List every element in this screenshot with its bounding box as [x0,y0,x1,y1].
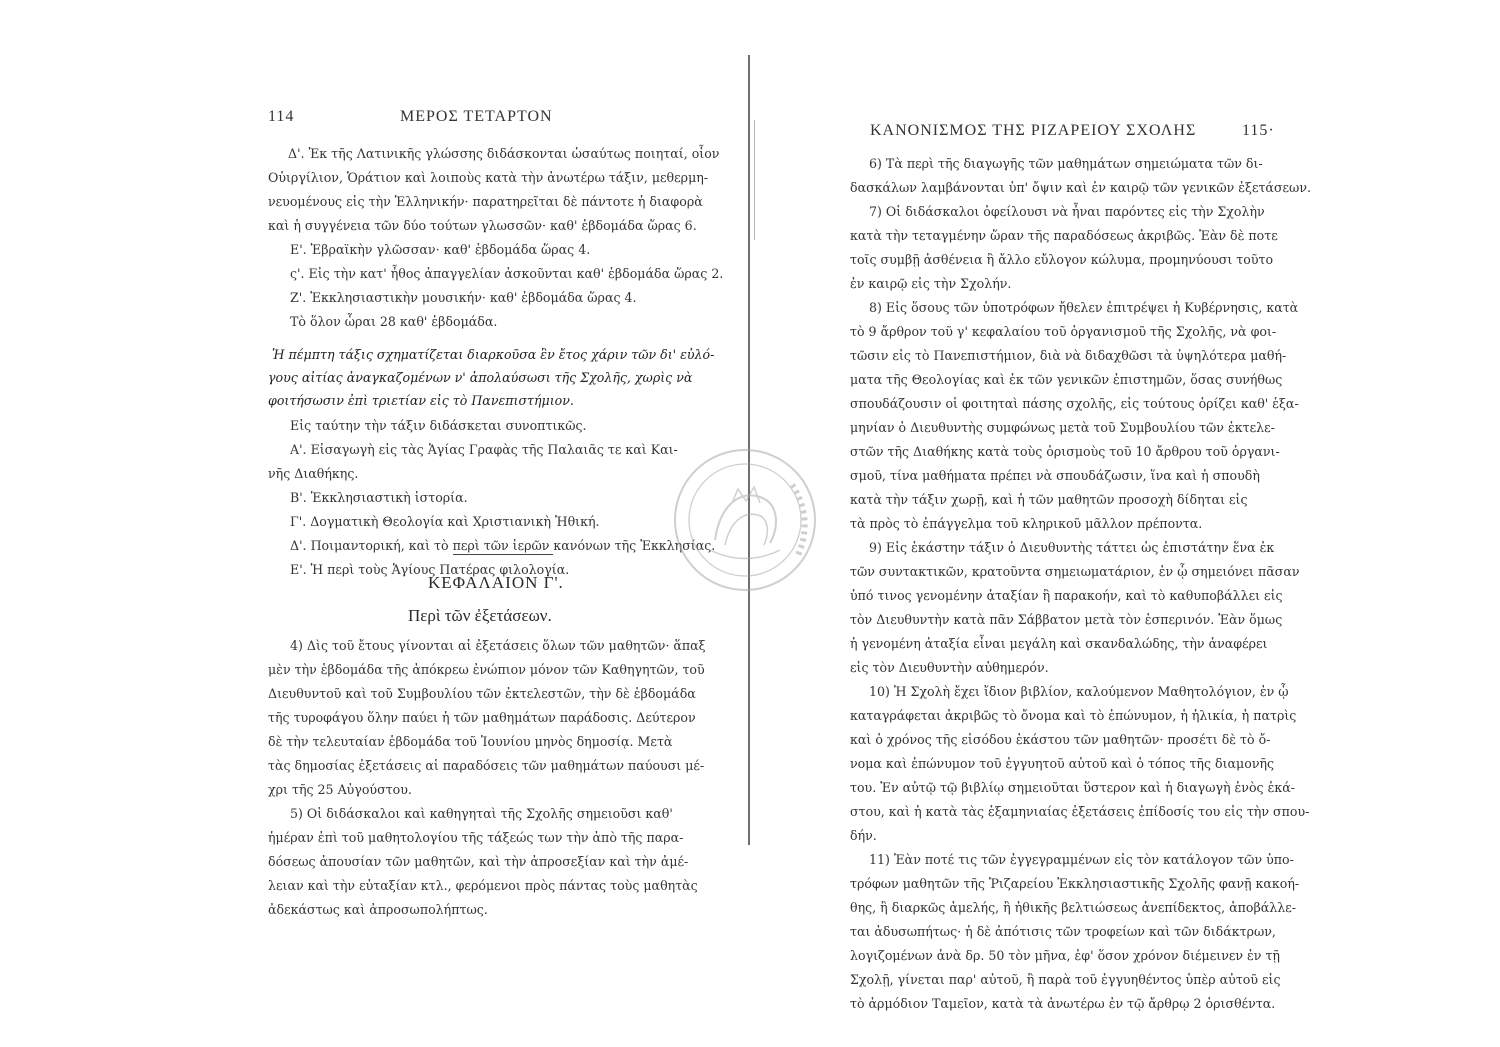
chapter-title: ΚΕΦΑΛΑΙΟΝ Γ'. [428,573,564,592]
text-line: Δ'. Ἐκ τῆς Λατινικῆς γλώσσης διδάσκονται ὡσαύτως ποιηταί, οἷον [288,146,720,161]
section-divider [453,554,553,555]
text-line: καταγράφεται ἀκριβῶς τὸ ὄνομα καὶ τὸ ἐπώνυμον, ἡ ἡλικία, ἡ πατρὶς [850,708,1297,723]
text-line: τῶσιν εἰς τὸ Πανεπιστήμιον, διὰ νὰ διδαχθῶσι τὰ ὑψηλότερα μαθή- [850,348,1287,363]
text-line: γους αἰτίας ἀναγκαζομένων ν' ἀπολαύσωσι τῆς Σχολῆς, χωρὶς νὰ [268,370,693,385]
text-line: ς'. Εἰς τὴν κατ' ἦθος ἀπαγγελίαν ἀσκοῦνται καθ' ἑβδομάδα ὥρας 2. [290,266,724,281]
text-line: τὰ πρὸς τὸ ἐπάγγελμα τοῦ κληρικοῦ μᾶλλον πρέποντα. [850,516,1203,531]
text-line: στου, καὶ ἡ κατὰ τὰς ἑξαμηνιαίας ἐξετάσεις ἐπίδοσίς του εἰς τὴν σπου- [850,804,1310,819]
running-head-right: ΚΑΝΟΝΙΣΜΟΣ ΤΗΣ ΡΙΖΑΡΕΙΟΥ ΣΧΟΛΗΣ [870,122,1197,139]
text-line: κατὰ τὴν τάξιν χωρῇ, καὶ ἡ τῶν μαθητῶν προσοχὴ δίδηται εἰς [850,492,1248,507]
text-line: 10) Ἡ Σχολὴ ἔχει ἴδιον βιβλίον, καλούμενον Μαθητολόγιον, ἐν ᾧ [869,684,1289,699]
text-line: ἐν καιρῷ εἰς τὴν Σχολήν. [850,276,1012,291]
right-page [752,0,1500,1047]
text-line: λειαν καὶ τὴν εὐταξίαν κτλ., φερόμενοι πρὸς πάντας τοὺς μαθητὰς [268,878,698,893]
text-line: Τὸ ὅλον ὧραι 28 καθ' ἑβδομάδα. [290,314,498,329]
text-line: Εἰς ταύτην τὴν τάξιν διδάσκεται συνοπτικῶς. [290,418,587,433]
left-page [0,0,745,1047]
text-line: 7) Οἱ διδάσκαλοι ὀφείλουσι νὰ ἦναι παρόντες εἰς τὴν Σχολὴν [869,204,1265,219]
page-number-right: 115· [1242,122,1275,139]
text-line: νῆς Διαθήκης. [268,466,359,481]
text-line: τὸ ἁρμόδιον Ταμεῖον, κατὰ τὰ ἀνωτέρω ἐν τῷ ἄρθρῳ 2 ὁρισθέντα. [850,996,1276,1011]
text-line: δὲ τὴν τελευταίαν ἑβδομάδα τοῦ Ἰουνίου μηνὸς δημοσίᾳ. Μετὰ [268,734,673,749]
text-line: σμοῦ, τίνα μαθήματα πρέπει νὰ σπουδάζωσιν, ἵνα καὶ ἡ σπουδὴ [850,468,1260,483]
text-line: 9) Εἰς ἑκάστην τάξιν ὁ Διευθυντὴς τάττει ὡς ἐπιστάτην ἕνα ἐκ [869,540,1275,555]
text-line: 6) Τὰ περὶ τῆς διαγωγῆς τῶν μαθημάτων σημειώματα τῶν δι- [869,156,1263,171]
text-line: ἡμέραν ἐπὶ τοῦ μαθητολογίου τῆς τάξεώς των τὴν ἀπὸ τῆς παρα- [268,830,684,845]
text-line: ὑπό τινος γενομένην ἀταξίαν ἢ παρακοήν, καὶ τὸ καθυποβάλλει εἰς [850,588,1283,603]
list-item: Α'. Εἰσαγωγὴ εἰς τὰς Ἁγίας Γραφὰς τῆς Παλαιᾶς τε καὶ Και- [290,442,678,457]
text-line: Σχολῇ, γίνεται παρ' αὐτοῦ, ἢ παρὰ τοῦ ἐγγυηθέντος ὑπὲρ αὐτοῦ εἰς [850,972,1281,987]
text-line: ἀδεκάστως καὶ ἀπροσωπολήπτως. [268,902,488,917]
text-line: τῆς τυροφάγου ὅλην παύει ἡ τῶν μαθημάτων παράδοσις. Δεύτερον [268,710,696,725]
text-line: του. Ἐν αὐτῷ τῷ βιβλίῳ σημειοῦται ὕστερον καὶ ἡ διαγωγὴ ἑνὸς ἑκά- [850,780,1295,795]
text-line: ματα τῆς Θεολογίας καὶ ἐκ τῶν γενικῶν ἐπιστημῶν, ὅσας συνήθως [850,372,1283,387]
text-line: μηνίαν ὁ Διευθυντὴς συμφώνως μετὰ τοῦ Συμβουλίου τῶν ἐκτελε- [850,420,1275,435]
list-item: Β'. Ἐκκλησιαστικὴ ἱστορία. [290,490,468,505]
text-line: 8) Εἰς ὅσους τῶν ὑποτρόφων ἤθελεν ἐπιτρέψει ἡ Κυβέρνησις, κατὰ [869,300,1299,315]
text-line: λογιζομένων ἀνὰ δρ. 50 τὸν μῆνα, ἐφ' ὅσον χρόνον διέμεινεν ἐν τῇ [850,948,1280,963]
text-line: τὸν Διευθυντὴν κατὰ πᾶν Σάββατον μετὰ τὸν ἑσπερινόν. Ἐὰν ὅμως [850,612,1283,627]
text-line: δήν. [850,828,877,843]
text-line: μὲν τὴν ἑβδομάδα τῆς ἀπόκρεω ἐνώπιον μόνον τῶν Καθηγητῶν, τοῦ [268,662,705,677]
text-line: θης, ἢ διαρκῶς ἀμελής, ἢ ἠθικῆς βελτιώσεως ἀνεπίδεκτος, ἀποβάλλε- [850,900,1297,915]
text-line: τοῖς συμβῇ ἀσθένεια ἢ ἄλλο εὔλογον κώλυμα, προμηνύουσι τοῦτο [850,252,1274,267]
page-number-left: 114 [268,108,295,125]
text-line: κατὰ τὴν τεταγμένην ὥραν τῆς παραδόσεως ἀκριβῶς. Ἐὰν δὲ ποτε [850,228,1278,243]
text-line: καὶ ἡ συγγένεια τῶν δύο τούτων γλωσσῶν· καθ' ἑβδομάδα ὥρας 6. [268,218,697,233]
text-line: Οὐιργίλιον, Ὁράτιον καὶ λοιποὺς κατὰ τὴν ἀνωτέρω τάξιν, μεθερμη- [268,170,709,185]
text-line: τῶν συντακτικῶν, κρατοῦντα σημειωματάριον, ἐν ᾧ σημειόνει πᾶσαν [850,564,1300,579]
list-item: Ε'. Ἡ περὶ τοὺς Ἁγίους Πατέρας φιλολογία. [290,562,570,577]
text-line: νομα καὶ ἐπώνυμον τοῦ ἐγγυητοῦ αὐτοῦ καὶ ὁ τόπος τῆς διαμονῆς [850,756,1275,771]
running-head-left: ΜΕΡΟΣ ΤΕΤΑΡΤΟΝ [400,108,553,125]
text-line: Ζ'. Ἐκκλησιαστικὴν μουσικήν· καθ' ἑβδομάδα ὥρας 4. [290,290,637,305]
text-line: δόσεως ἀπουσίαν τῶν μαθητῶν, καὶ τὴν ἀπροσεξίαν καὶ τὴν ἀμέ- [268,854,689,869]
text-line: τὸ 9 ἄρθρον τοῦ γ' κεφαλαίου τοῦ ὀργανισμοῦ τῆς Σχολῆς, νὰ φοι- [850,324,1277,339]
text-line: ται ἀδυσωπήτως· ἡ δὲ ἀπότισις τῶν τροφείων καὶ τῶν διδάκτρων, [850,924,1276,939]
text-line: Ε'. Ἑβραϊκὴν γλῶσσαν· καθ' ἑβδομάδα ὥρας 4. [290,242,591,257]
text-line: τρόφων μαθητῶν τῆς Ῥιζαρείου Ἐκκλησιαστικῆς Σχολῆς φανῇ κακοή- [850,876,1300,891]
chapter-subtitle: Περὶ τῶν ἐξετάσεων. [408,606,552,625]
text-line: 11) Ἐὰν ποτέ τις τῶν ἐγγεγραμμένων εἰς τὸν κατάλογον τῶν ὑπο- [869,852,1294,867]
text-line: ἡ γενομένη ἀταξία εἶναι μεγάλη καὶ σκανδαλώδης, τὴν ἀναφέρει [850,636,1268,651]
text-line: σπουδάζουσιν οἱ φοιτηταὶ πάσης σχολῆς, εἰς τούτους ὁρίζει καθ' ἑξα- [850,396,1299,411]
text-line: 5) Οἱ διδάσκαλοι καὶ καθηγηταὶ τῆς Σχολῆς σημειοῦσι καθ' [290,806,673,821]
text-line: φοιτήσωσιν ἐπὶ τριετίαν εἰς τὸ Πανεπιστήμιον. [268,393,574,408]
text-line: χρι τῆς 25 Αὐγούστου. [268,782,412,797]
text-line: καὶ ὁ χρόνος τῆς εἰσόδου ἑκάστου τῶν μαθητῶν· προσέτι δὲ τὸ ὄ- [850,732,1271,747]
text-line: Ἡ πέμπτη τάξις σχηματίζεται διαρκοῦσα ἓν ἔτος χάριν τῶν δι' εὐλό- [272,347,715,362]
text-line: στῶν τῆς Διαθήκης κατὰ τοὺς ὁρισμοὺς τοῦ 10 ἄρθρου τοῦ ὀργανι- [850,444,1280,459]
list-item: Δ'. Ποιμαντορική, καὶ τὸ περὶ τῶν ἱερῶν κανόνων τῆς Ἐκκλησίας. [290,538,716,553]
text-line: νευομένους εἰς τὴν Ἑλληνικήν· παρατηρεῖται δὲ πάντοτε ἡ διαφορὰ [268,194,703,209]
text-line: δασκάλων λαμβάνονται ὑπ' ὄψιν καὶ ἐν καιρῷ τῶν γενικῶν ἐξετάσεων. [850,180,1311,195]
text-line: Διευθυντοῦ καὶ τοῦ Συμβουλίου τῶν ἐκτελεστῶν, τὴν δὲ ἑβδομάδα [268,686,696,701]
text-line: 4) Δὶς τοῦ ἔτους γίνονται αἱ ἐξετάσεις ὅλων τῶν μαθητῶν· ἅπαξ [290,638,706,653]
list-item: Γ'. Δογματικὴ Θεολογία καὶ Χριστιανικὴ Ἠθική. [290,514,600,529]
text-line: εἰς τὸν Διευθυντὴν αὐθημερόν. [850,660,1049,675]
text-line: τὰς δημοσίας ἐξετάσεις αἱ παραδόσεις τῶν μαθημάτων παύουσι μέ- [268,758,705,773]
